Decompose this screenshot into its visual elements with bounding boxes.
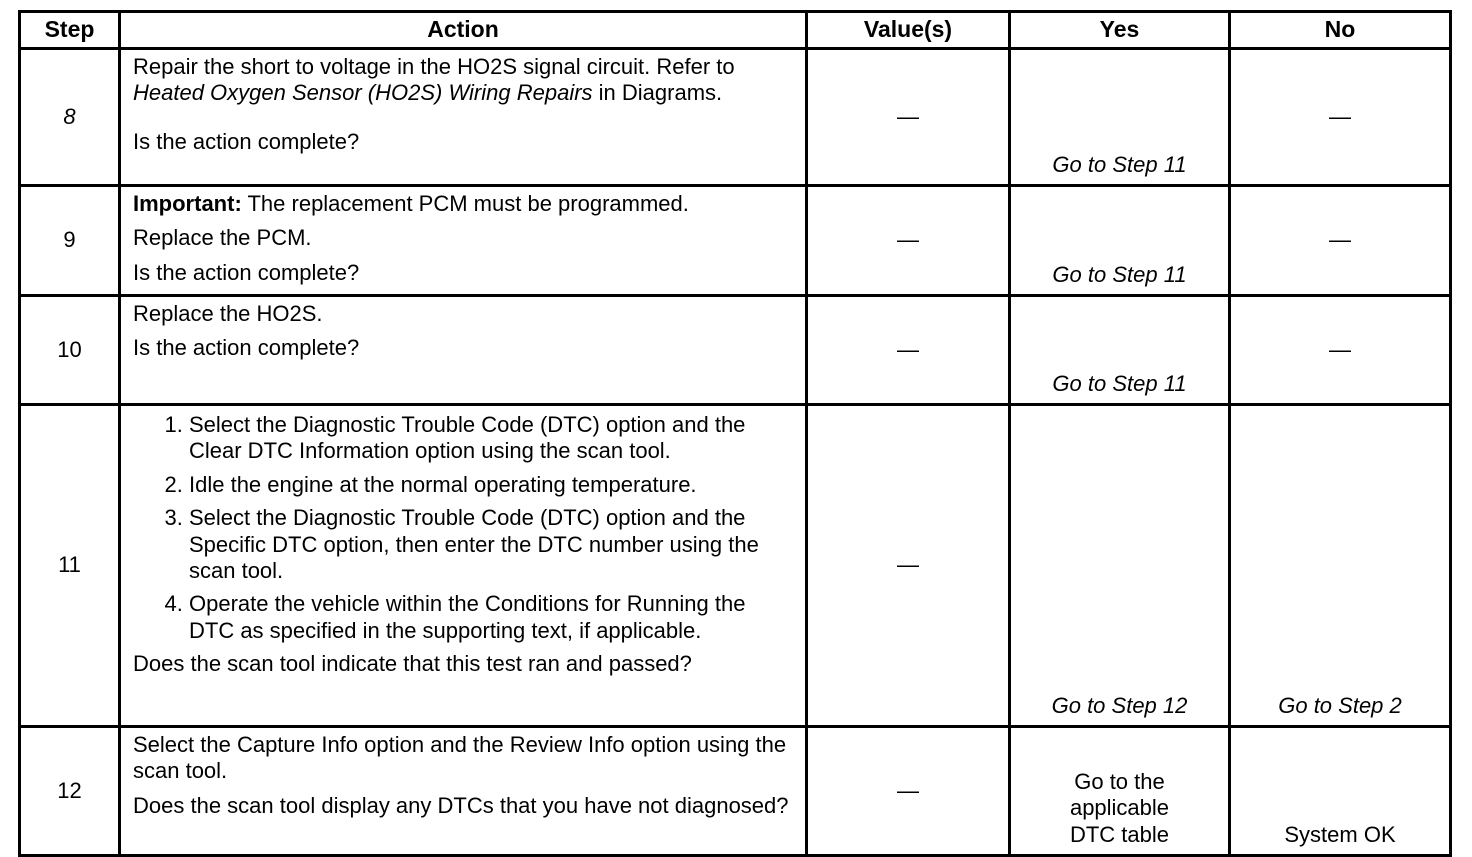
action-cell <box>120 405 807 727</box>
action-cell <box>120 296 807 405</box>
value-cell: — <box>807 186 1010 296</box>
action-reference: Heated Oxygen Sensor (HO2S) Wiring Repairs <box>133 80 593 106</box>
important-label: Important: <box>133 191 242 216</box>
table-row-step-10 <box>20 296 1451 405</box>
step-number: 12 <box>20 727 120 856</box>
action-question: Does the scan tool indicate that this test ran and passed? <box>133 651 692 677</box>
table-row-step-11 <box>20 405 1451 727</box>
step-number: 11 <box>20 405 120 727</box>
list-item: 4. Operate the vehicle within the Conditions for Running the DTC as specified in the supporting text, if applicable. <box>189 591 791 644</box>
no-cell: System OK <box>1230 727 1451 856</box>
header-values: Value(s) <box>807 12 1010 49</box>
action-question: Does the scan tool display any DTCs that you have not diagnosed? <box>133 792 789 818</box>
action-text: Select the Capture Info option and the Review Info option using the scan tool. <box>133 732 787 784</box>
value-cell: — <box>807 49 1010 186</box>
action-question: Is the action complete? <box>133 128 360 154</box>
no-cell: Go to Step 2 <box>1230 405 1451 727</box>
step-number: 9 <box>20 186 120 296</box>
important-text: The replacement PCM must be programmed. <box>241 191 689 216</box>
action-text: Replace the HO2S. <box>133 301 323 326</box>
action-question: Is the action complete? <box>133 335 360 361</box>
step-number: 10 <box>20 296 120 405</box>
yes-cell: Go to Step 12 <box>1010 405 1230 727</box>
important-note <box>133 191 791 217</box>
list-item: 1. Select the Diagnostic Trouble Code (DTC) option and the Clear DTC Information option using the scan tool. <box>189 412 791 465</box>
diagnostic-table <box>18 10 1452 857</box>
yes-cell: Go to Step 11 <box>1010 186 1230 296</box>
value-cell: — <box>807 405 1010 727</box>
step-number: 8 <box>20 49 120 186</box>
action-cell <box>120 49 807 186</box>
header-no: No <box>1230 12 1451 49</box>
procedure-list <box>133 412 791 644</box>
table-row-step-12 <box>20 727 1451 856</box>
yes-cell: Go to Step 11 <box>1010 296 1230 405</box>
action-cell <box>120 727 807 856</box>
action-question: Is the action complete? <box>133 259 360 285</box>
action-text: Replace the PCM. <box>133 225 312 251</box>
action-cell <box>120 186 807 296</box>
list-item: 3. Select the Diagnostic Trouble Code (DTC) option and the Specific DTC option, then enter the DTC number using the scan tool. <box>189 505 791 584</box>
action-text-part: in Diagrams. <box>592 80 723 106</box>
table-row-step-8 <box>20 49 1451 186</box>
no-cell: — <box>1230 49 1451 186</box>
yes-cell: Go to Step 11 <box>1010 49 1230 186</box>
header-row <box>20 12 1451 49</box>
value-cell: — <box>807 296 1010 405</box>
header-action: Action <box>120 12 807 49</box>
header-yes: Yes <box>1010 12 1230 49</box>
table-row-step-9 <box>20 186 1451 296</box>
action-text <box>133 54 791 107</box>
list-item: 2. Idle the engine at the normal operating temperature. <box>189 472 791 498</box>
no-cell: — <box>1230 296 1451 405</box>
action-text-part: Repair the short to voltage in the HO2S signal circuit. Refer to <box>133 54 735 79</box>
no-cell: — <box>1230 186 1451 296</box>
yes-cell: Go to the applicable DTC table <box>1010 727 1230 856</box>
value-cell: — <box>807 727 1010 856</box>
header-step: Step <box>20 12 120 49</box>
